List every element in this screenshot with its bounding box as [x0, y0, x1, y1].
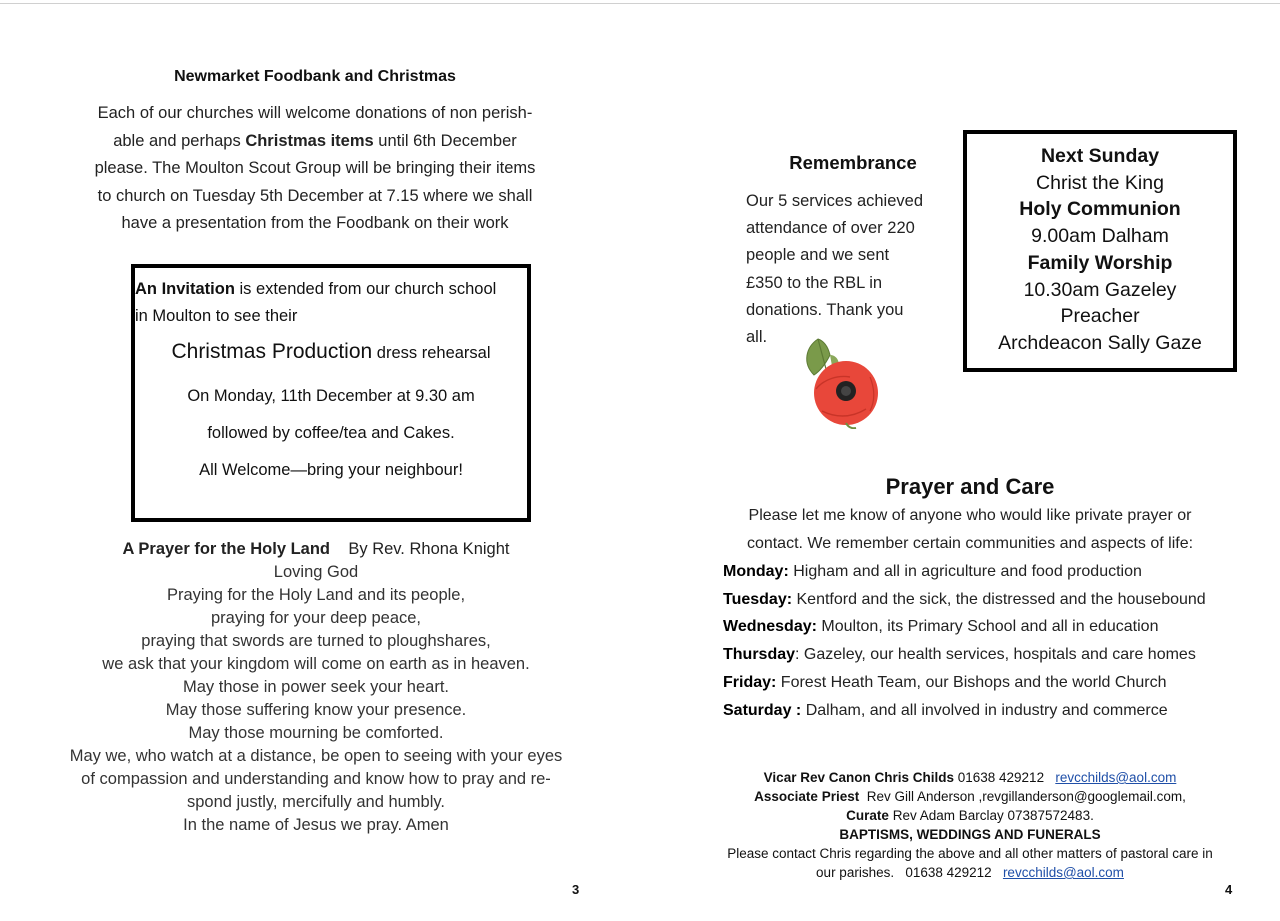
- curate-contact: Curate Rev Adam Barclay 07387572483.: [846, 808, 1094, 823]
- foodbank-line: able and perhaps Christmas items until 6th December: [113, 131, 517, 150]
- foodbank-title: Newmarket Foodbank and Christmas: [174, 68, 456, 85]
- next-sunday-line: Preacher: [1060, 305, 1140, 328]
- prayer-care-intro: [700, 502, 1240, 558]
- remembrance-line: people and we sent: [746, 246, 890, 265]
- next-sunday-line: Archdeacon Sally Gaze: [998, 331, 1202, 354]
- prayer-line: of compassion and understanding and know how to pray and re-: [81, 770, 551, 788]
- page-number-right: 4: [1225, 882, 1233, 897]
- foodbank-line: Each of our churches will welcome donations of non perish-: [97, 104, 533, 122]
- remembrance-line: £350 to the RBL in: [746, 273, 883, 292]
- foodbank-line: to church on Tuesday 5th December at 7.15 where we shall: [97, 186, 533, 205]
- pastoral-email-link[interactable]: revcchilds@aol.com: [1002, 865, 1124, 880]
- prayer-line: May those in power seek your heart.: [183, 678, 449, 696]
- list-item: Saturday : Dalham, and all involved in industry and commerce: [723, 701, 1168, 719]
- prayer-line: May we, who watch at a distance, be open to seeing with your eyes: [69, 747, 563, 765]
- remembrance-line: donations. Thank you: [746, 300, 904, 319]
- next-sunday-line: 10.30am Gazeley: [1023, 278, 1177, 301]
- next-sunday-service: Holy Communion: [1019, 198, 1181, 221]
- vicar-contact: Vicar Rev Canon Chris Childs 01638 429212 revcchilds@aol.com: [763, 770, 1177, 785]
- prayer-heading: A Prayer for the Holy Land By Rev. Rhona Knight: [122, 540, 510, 558]
- remembrance-body: [746, 188, 936, 351]
- invitation-box: [131, 264, 531, 522]
- foodbank-line: have a presentation from the Foodbank on their work: [121, 214, 509, 232]
- intro-line: Please let me know of anyone who would like private prayer or: [748, 507, 1192, 524]
- prayer-line: Praying for the Holy Land and its people,: [166, 586, 466, 604]
- remembrance-line: all.: [746, 328, 768, 347]
- intro-line: contact. We remember certain communities and aspects of life:: [746, 535, 1194, 552]
- prayer-line: praying that swords are turned to ploughshares,: [141, 632, 491, 650]
- invitation-production: Christmas Production dress rehearsal: [171, 340, 491, 363]
- next-sunday-line: 9.00am Dalham: [1031, 225, 1169, 248]
- page-number-left: 3: [572, 882, 580, 897]
- vicar-email-link[interactable]: revcchilds@aol.com: [1055, 770, 1177, 785]
- invitation-welcome: All Welcome—bring your neighbour!: [199, 461, 463, 479]
- contact-block: [700, 768, 1240, 882]
- foodbank-line: please. The Moulton Scout Group will be bringing their items: [94, 159, 536, 177]
- prayer-line: praying for your deep peace,: [210, 609, 422, 627]
- baptisms-heading: BAPTISMS, WEDDINGS AND FUNERALS: [839, 827, 1101, 842]
- prayer-line: May those suffering know your presence.: [165, 701, 467, 719]
- next-sunday-box: [963, 130, 1237, 372]
- list-item: Friday: Forest Heath Team, our Bishops and the world Church: [723, 673, 1167, 691]
- next-sunday-heading: Next Sunday: [1040, 145, 1160, 167]
- next-sunday-lines: [967, 143, 1233, 357]
- foodbank-body: [60, 100, 570, 238]
- pastoral-note: Please contact Chris regarding the above and all other matters of pastoral care in: [727, 846, 1213, 861]
- invitation-lead: An Invitation is extended from our church school in Moulton to see their: [135, 280, 497, 325]
- remembrance-title: Remembrance: [789, 152, 917, 173]
- associate-contact: Associate Priest Rev Gill Anderson ,revgillanderson@googlemail.com,: [754, 789, 1186, 804]
- invitation-refreshments: followed by coffee/tea and Cakes.: [207, 424, 455, 442]
- next-sunday-line: Christ the King: [1036, 171, 1164, 194]
- holy-land-prayer: [50, 538, 582, 837]
- prayer-line: Loving God: [273, 563, 359, 581]
- list-item: Tuesday: Kentford and the sick, the distressed and the housebound: [723, 590, 1206, 608]
- prayer-line: May those mourning be comforted.: [188, 724, 444, 742]
- remembrance-line: attendance of over 220: [746, 219, 915, 238]
- prayer-care-title: Prayer and Care: [885, 474, 1055, 499]
- top-rule: [0, 3, 1280, 4]
- pastoral-note-2: our parishes. 01638 429212 revcchilds@aol.com: [816, 865, 1124, 880]
- invitation-date: On Monday, 11th December at 9.30 am: [187, 387, 475, 405]
- poppy-icon: [800, 333, 884, 429]
- list-item: Thursday: Gazeley, our health services, hospitals and care homes: [723, 646, 1196, 664]
- prayer-line: spond justly, mercifully and humbly.: [187, 793, 445, 811]
- remembrance-line: Our 5 services achieved: [746, 192, 923, 210]
- prayer-line: In the name of Jesus we pray. Amen: [183, 816, 449, 834]
- list-item: Wednesday: Moulton, its Primary School and all in education: [723, 618, 1159, 636]
- list-item: Monday: Higham and all in agriculture and food production: [723, 563, 1142, 580]
- prayer-days-list: [723, 558, 1243, 724]
- prayer-line: we ask that your kingdom will come on earth as in heaven.: [102, 655, 530, 673]
- next-sunday-service: Family Worship: [1027, 251, 1173, 274]
